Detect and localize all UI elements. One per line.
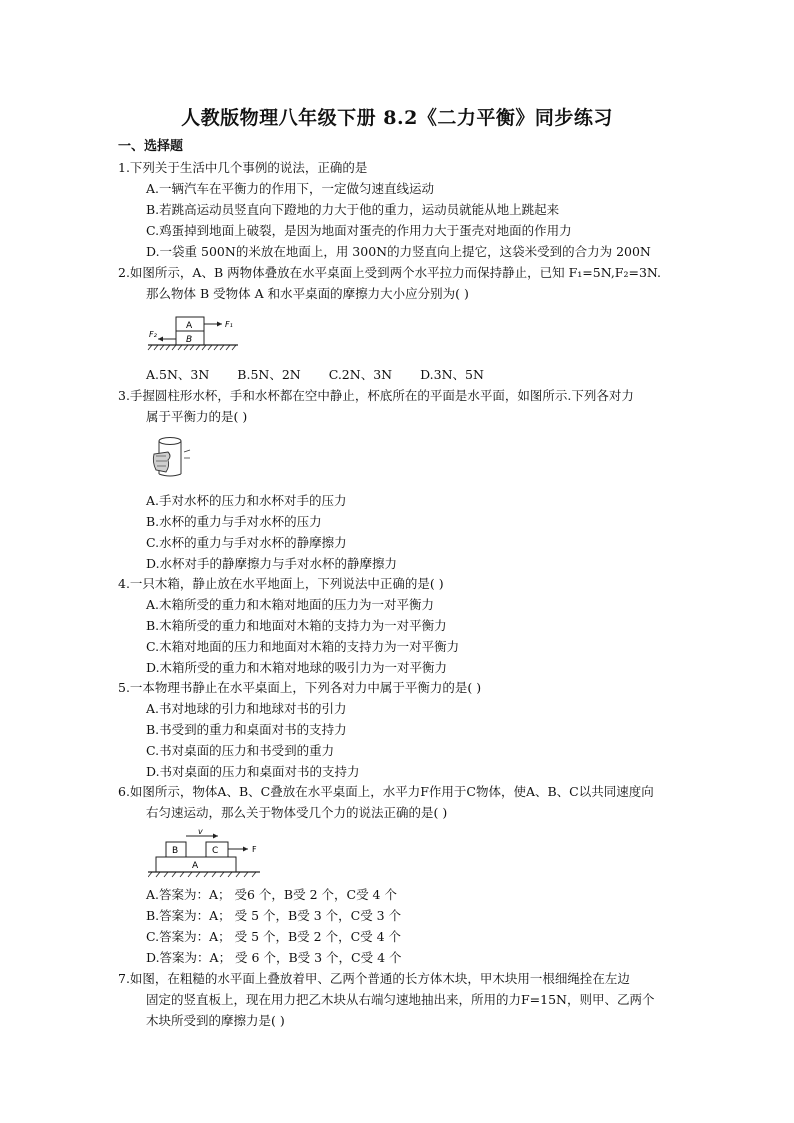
force-label: F: [252, 845, 257, 854]
question-2-stem-line-1: 2.如图所示，A、B 两物体叠放在水平桌面上受到两个水平拉力而保持静止，已知 F₁=5N,F₂=3N.: [118, 265, 662, 280]
question-5-stem: 5.一本物理书静止在水平桌面上，下列各对力中属于平衡力的是( ): [118, 680, 482, 695]
cup-bottom: [159, 474, 181, 476]
question-6-option-b: B.答案为：A； 受 5 个，B受 3 个，C受 3 个: [146, 908, 402, 923]
question-4-option-b: B.木箱所受的重力和地面对木箱的支持力为一对平衡力: [146, 618, 447, 633]
question-7-stem-line-2: 固定的竖直板上，现在用力把乙木块从右端匀速地抽出来，所用的力F=15N，则甲、乙两个: [146, 992, 655, 1007]
section-heading: 一、选择题: [118, 139, 184, 154]
question-5-option-d: D.书对桌面的压力和桌面对书的支持力: [146, 764, 360, 779]
box-a-label: A: [192, 861, 199, 871]
question-5-option-c: C.书对桌面的压力和书受到的重力: [146, 743, 335, 758]
f2-label: F₂: [149, 330, 157, 339]
question-1-option-a: A.一辆汽车在平衡力的作用下，一定做匀速直线运动: [146, 181, 435, 196]
question-2-option-d: D.3N、5N: [420, 367, 484, 382]
question-6-stem-line-2: 右匀速运动，那么关于物体受几个力的说法正确的是( ): [146, 805, 448, 820]
question-2-figure: [146, 310, 246, 354]
question-3-option-a: A.手对水杯的压力和水杯对手的压力: [146, 493, 347, 508]
question-5-option-b: B.书受到的重力和桌面对书的支持力: [146, 722, 347, 737]
velocity-arrowhead: [213, 834, 218, 839]
question-4-stem: 4.一只木箱，静止放在水平地面上，下列说法中正确的是( ): [118, 576, 444, 591]
box-b-label: B: [186, 335, 193, 345]
cup-rim: [159, 438, 181, 445]
box-b-label: B: [172, 846, 179, 856]
question-1-option-d: D.一袋重 500N的米放在地面上，用 300N的力竖直向上提它，这袋米受到的合力为 200N: [146, 244, 651, 259]
question-5-option-a: A.书对地球的引力和地球对书的引力: [146, 701, 347, 716]
question-6-option-d: D.答案为：A； 受 6 个，B受 3 个，C受 4 个: [146, 950, 402, 965]
page-title: 人教版物理八年级下册 8.2《二力平衡》同步练习: [181, 107, 613, 129]
f2-arrowhead: [158, 337, 163, 342]
question-6-figure: [148, 826, 270, 878]
table-hatching: [148, 872, 256, 877]
question-6-option-c: C.答案为：A； 受 5 个，B受 2 个，C受 4 个: [146, 929, 402, 944]
question-1-option-c: C.鸡蛋掉到地面上破裂，是因为地面对蛋壳的作用力大于蛋壳对地面的作用力: [146, 223, 572, 238]
question-4-option-c: C.木箱对地面的压力和地面对木箱的支持力为一对平衡力: [146, 639, 460, 654]
question-6-stem-line-1: 6.如图所示，物体A、B、C叠放在水平桌面上，水平力F作用于C物体，使A、B、C以共同速度向: [118, 784, 654, 799]
question-3-option-c: C.水杯的重力与手对水杯的静摩擦力: [146, 535, 347, 550]
force-arrowhead: [243, 847, 248, 852]
question-3-stem-line-2: 属于平衡力的是( ): [146, 409, 248, 424]
question-6-option-a: A.答案为：A； 受6 个，B受 2 个，C受 4 个: [146, 887, 397, 902]
hand-shape: [153, 452, 170, 472]
velocity-label: v: [198, 827, 203, 836]
tick-marks: [184, 450, 190, 458]
question-3-figure: [146, 432, 194, 484]
question-4-option-d: D.木箱所受的重力和木箱对地球的吸引力为一对平衡力: [146, 660, 448, 675]
question-1-stem: 1.下列关于生活中几个事例的说法，正确的是: [118, 160, 368, 175]
question-7-stem-line-3: 木块所受到的摩擦力是( ): [146, 1013, 285, 1028]
question-2-option-b: B.5N、2N: [237, 367, 301, 382]
question-7-stem-line-1: 7.如图，在粗糙的水平面上叠放着甲、乙两个普通的长方体木块，甲木块用一根细绳拴在左边: [118, 971, 630, 986]
question-4-option-a: A.木箱所受的重力和木箱对地面的压力为一对平衡力: [146, 597, 435, 612]
question-2-options: [146, 367, 508, 383]
question-2-option-a: A.5N、3N: [146, 367, 210, 382]
question-3-option-d: D.水杯对手的静摩擦力与手对水杯的静摩擦力: [146, 556, 398, 571]
question-1-option-b: B.若跳高运动员竖直向下蹬地的力大于他的重力，运动员就能从地上跳起来: [146, 202, 560, 217]
f1-label: F₁: [225, 320, 233, 329]
table-hatching: [148, 345, 236, 350]
question-2-option-c: C.2N、3N: [328, 367, 393, 382]
f1-arrowhead: [217, 322, 222, 327]
question-3-stem-line-1: 3.手握圆柱形水杯，手和水杯都在空中静止，杯底所在的平面是水平面，如图所示.下列各对力: [118, 388, 634, 403]
question-3-option-b: B.水杯的重力与手对水杯的压力: [146, 514, 322, 529]
box-a-label: A: [186, 321, 193, 331]
question-2-stem-line-2: 那么物体 B 受物体 A 和水平桌面的摩擦力大小应分别为( ): [146, 286, 469, 301]
box-c-label: C: [212, 846, 219, 856]
